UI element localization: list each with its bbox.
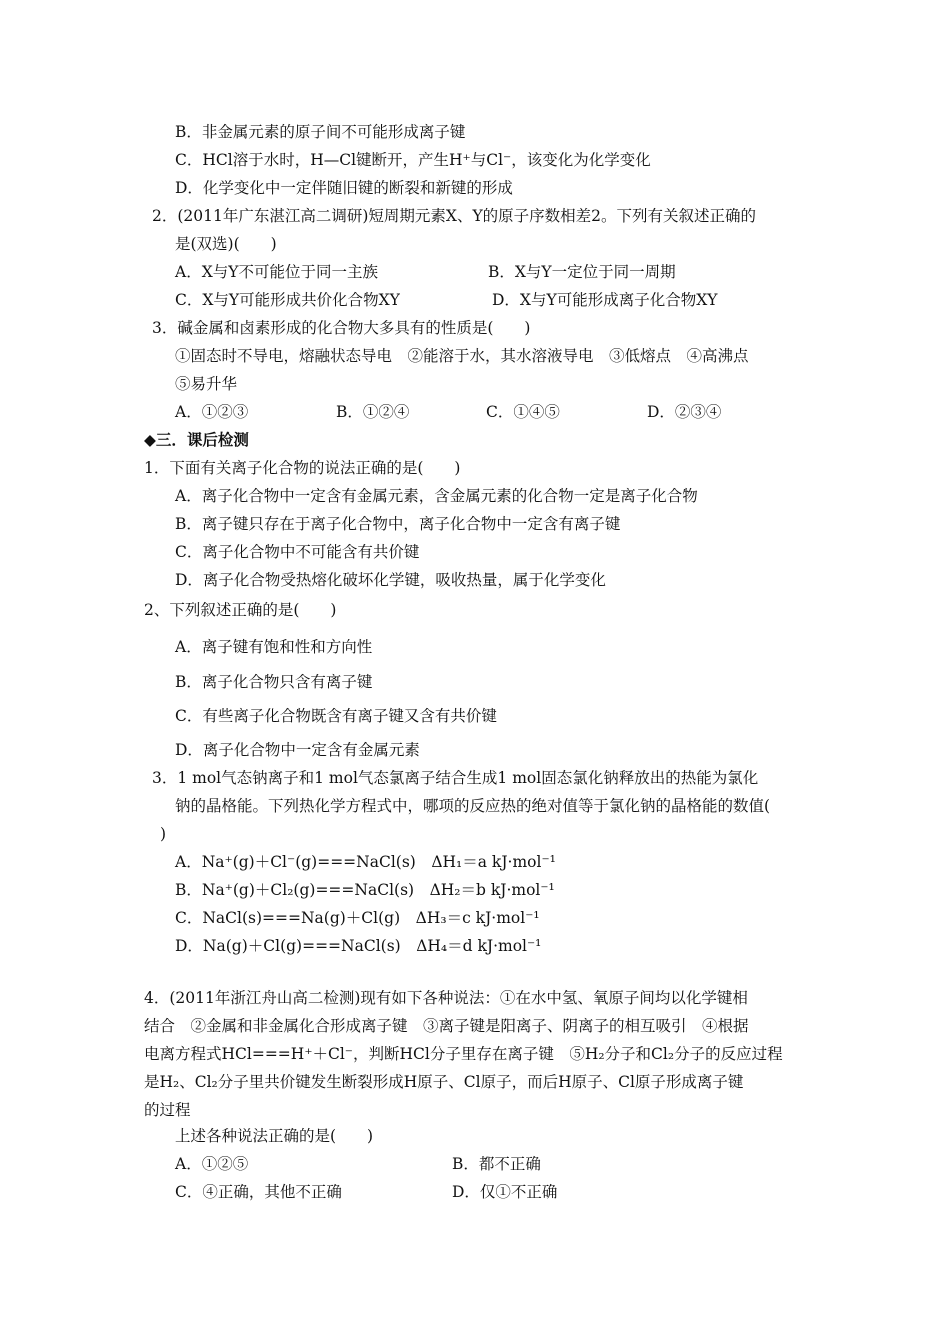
option-d: D．化学变化中一定伴随旧键的断裂和新键的形成 — [175, 179, 513, 197]
question-3-stem: 3．碱金属和卤素形成的化合物大多具有的性质是( ) — [152, 319, 531, 337]
section-question-4-stem-3: 电离方程式HCl===H⁺＋Cl⁻，判断HCl分子里存在离子键 ⑤H₂分子和Cl₂分子的反应过程 — [144, 1045, 783, 1063]
option-c: C．有些离子化合物既含有离子键又含有共价键 — [175, 707, 497, 725]
question-3-properties-cont: ⑤易升华 — [175, 375, 238, 393]
option-d: D．离子化合物受热熔化破坏化学键，吸收热量，属于化学变化 — [175, 571, 606, 589]
question-3-properties: ①固态时不导电，熔融状态导电 ②能溶于水，其水溶液导电 ③低熔点 ④高沸点 — [175, 347, 749, 365]
option-c: C．①④⑤ — [486, 403, 560, 421]
option-c: C．HCl溶于水时，H—Cl键断开，产生H⁺与Cl⁻，该变化为化学变化 — [175, 151, 651, 169]
option-b: B．离子键只存在于离子化合物中，离子化合物中一定含有离子键 — [175, 515, 621, 533]
option-c: C．NaCl(s)===Na(g)＋Cl(g) ΔH₃＝c kJ·mol⁻¹ — [175, 909, 540, 927]
section-question-3-stem: 3．1 mol气态钠离子和1 mol气态氯离子结合生成1 mol固态氯化钠释放出的热能为氯化 — [152, 769, 759, 787]
option-c: C．④正确，其他不正确 — [175, 1183, 342, 1201]
option-a: A．①②⑤ — [175, 1155, 249, 1173]
option-b: B．都不正确 — [452, 1155, 541, 1173]
option-b: B．离子化合物只含有离子键 — [175, 673, 373, 691]
section-question-3-stem-cont: 钠的晶格能。下列热化学方程式中，哪项的反应热的绝对值等于氯化钠的晶格能的数值( — [175, 797, 771, 815]
option-d: D．②③④ — [647, 403, 722, 421]
section-question-4-stem-2: 结合 ②金属和非金属化合形成离子键 ③离子键是阳离子、阴离子的相互吸引 ④根据 — [144, 1017, 749, 1035]
option-a: A．Na⁺(g)＋Cl⁻(g)===NaCl(s) ΔH₁＝a kJ·mol⁻¹ — [175, 853, 556, 871]
section-question-4-stem-4: 是H₂、Cl₂分子里共价键发生断裂形成H原子、Cl原子，而后H原子、Cl原子形成离子键 — [144, 1073, 744, 1091]
question-2-stem-cont: 是(双选)( ) — [175, 235, 277, 253]
section-question-4-stem: 4．(2011年浙江舟山高二检测)现有如下各种说法：①在水中氢、氧原子间均以化学键相 — [144, 989, 748, 1007]
option-b: B．非金属元素的原子间不可能形成离子键 — [175, 123, 466, 141]
option-d: D．仅①不正确 — [452, 1183, 558, 1201]
option-c: C．离子化合物中不可能含有共价键 — [175, 543, 420, 561]
option-a: A．离子化合物中一定含有金属元素，含金属元素的化合物一定是离子化合物 — [175, 487, 698, 505]
section-question-2-stem: 2、下列叙述正确的是( ) — [144, 601, 337, 619]
option-b: B．X与Y一定位于同一周期 — [488, 263, 676, 281]
option-d: D．X与Y可能形成离子化合物XY — [492, 291, 718, 309]
option-a: A．①②③ — [175, 403, 249, 421]
section-question-4-stem-5: 的过程 — [144, 1101, 191, 1119]
option-d: D．离子化合物中一定含有金属元素 — [175, 741, 420, 759]
section-question-3-stem-end: ) — [160, 825, 167, 843]
option-d: D．Na(g)＋Cl(g)===NaCl(s) ΔH₄＝d kJ·mol⁻¹ — [175, 937, 542, 955]
section-heading: ◆三．课后检测 — [144, 431, 249, 449]
section-question-4-prompt: 上述各种说法正确的是( ) — [175, 1127, 374, 1145]
option-a: A．离子键有饱和性和方向性 — [175, 638, 373, 656]
option-a: A．X与Y不可能位于同一主族 — [175, 263, 378, 281]
option-b: B．Na⁺(g)＋Cl₂(g)===NaCl(s) ΔH₂＝b kJ·mol⁻¹ — [175, 881, 555, 899]
question-2-stem: 2．(2011年广东湛江高二调研)短周期元素X、Y的原子序数相差2。下列有关叙述正确的 — [152, 207, 757, 225]
section-question-1-stem: 1．下面有关离子化合物的说法正确的是( ) — [144, 459, 461, 477]
option-b: B．①②④ — [336, 403, 410, 421]
option-c: C．X与Y可能形成共价化合物XY — [175, 291, 400, 309]
